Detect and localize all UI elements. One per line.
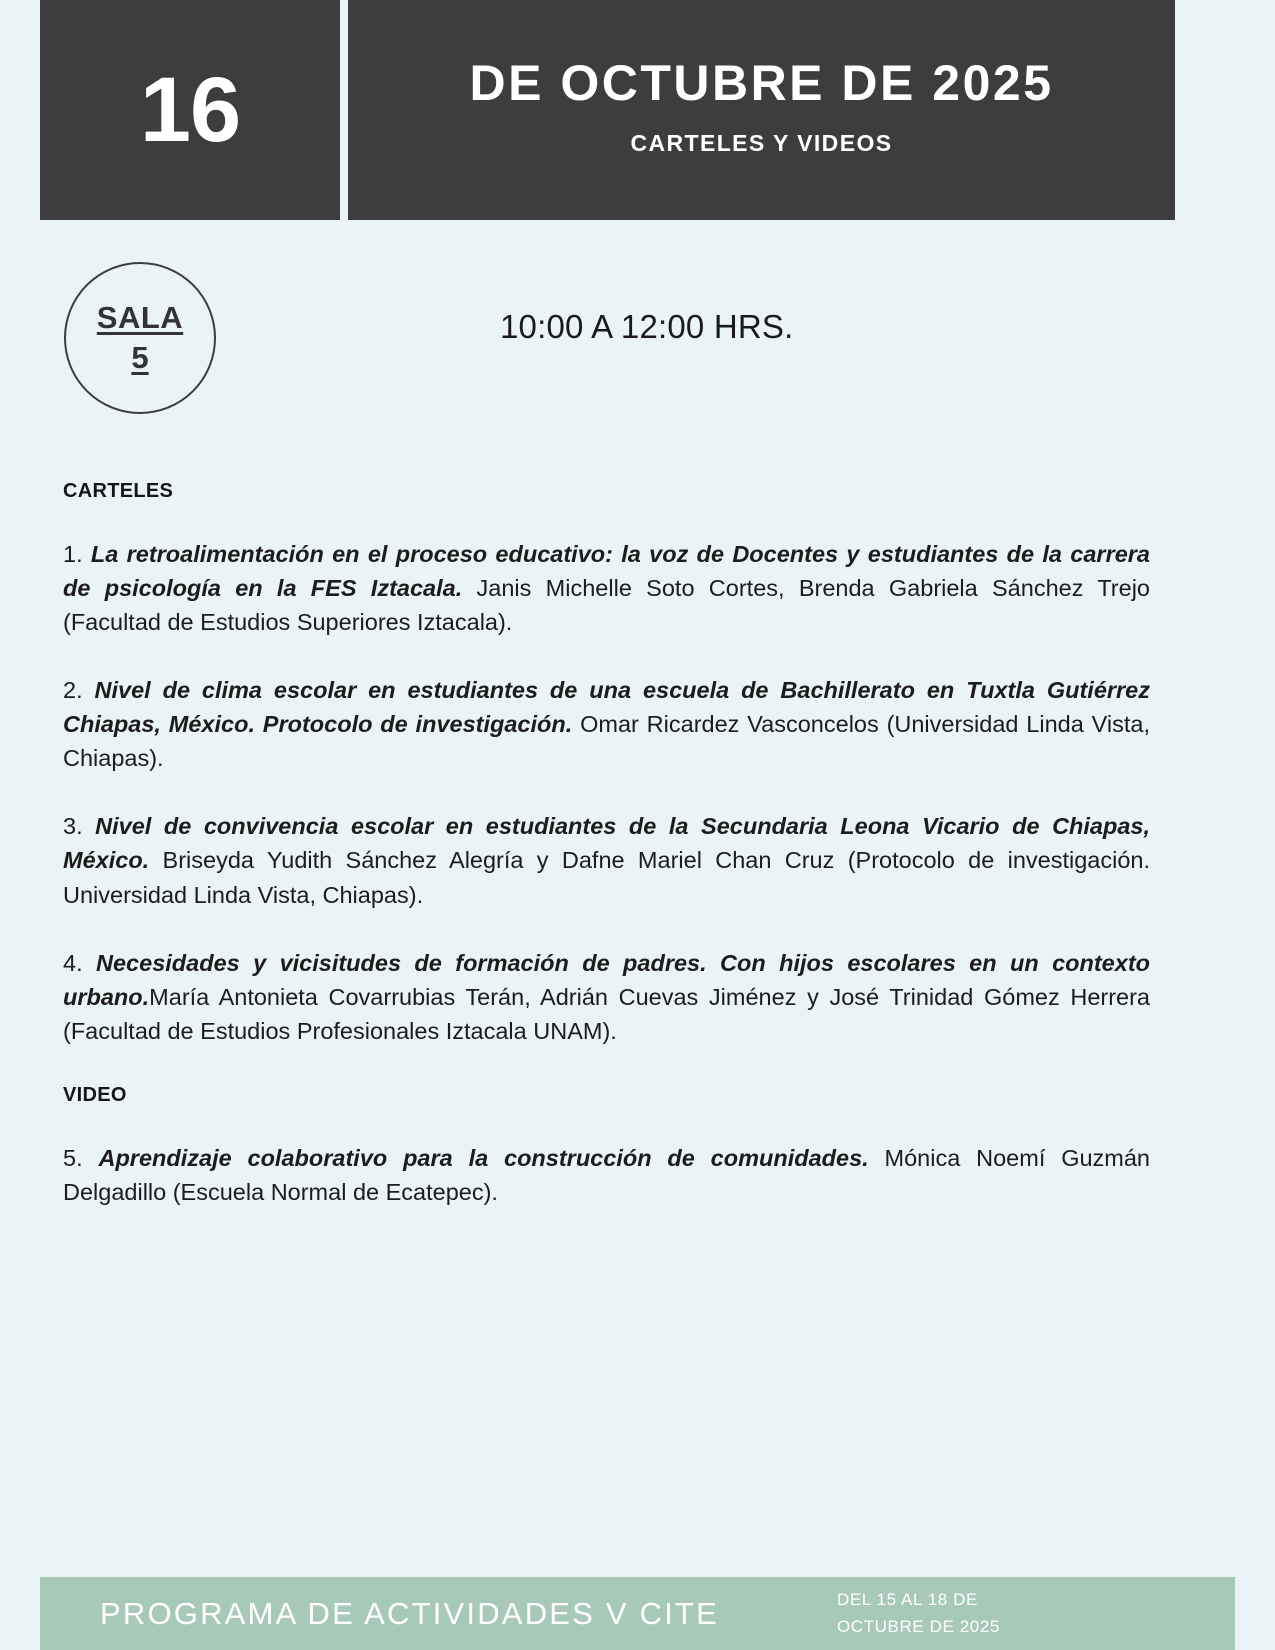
section-heading-video: VIDEO xyxy=(63,1083,127,1106)
entry-title: La retroalimentación en el proceso educativo: la voz de Docentes y estudiantes de la carrera de psicología en la FES Iztacala. xyxy=(63,541,1150,602)
list-item xyxy=(63,1141,1150,1209)
session-time: 10:00 A 12:00 HRS. xyxy=(500,308,794,345)
list-item xyxy=(63,946,1150,1048)
header-title: DE OCTUBRE DE 2025 xyxy=(469,55,1054,112)
list-item xyxy=(63,673,1150,775)
footer-program-title: PROGRAMA DE ACTIVIDADES V CITE xyxy=(100,1595,719,1631)
list-item xyxy=(63,809,1150,911)
entry-authors: Omar Ricardez Vasconcelos (Universidad Linda Vista, Chiapas). xyxy=(63,711,1150,772)
header-divider xyxy=(340,0,348,220)
footer-bar xyxy=(40,1577,1235,1650)
entry-number: 4. xyxy=(63,949,83,976)
entry-number: 1. xyxy=(63,541,83,567)
entry-title: Aprendizaje colaborativo para la construcción de comunidades. xyxy=(98,1144,869,1171)
entry-authors: Janis Michelle Soto Cortes, Brenda Gabriela Sánchez Trejo (Facultad de Estudios Superiores Iztacala). xyxy=(63,575,1150,636)
footer-dates xyxy=(837,1587,1000,1640)
session-meta-row xyxy=(40,262,1175,412)
footer-dates-line-2: OCTUBRE DE 2025 xyxy=(836,1616,1000,1636)
footer-dates-line-1: DEL 15 AL 18 DE xyxy=(836,1590,978,1610)
sala-label: SALA xyxy=(96,299,184,335)
header-main-block xyxy=(348,0,1175,220)
entry-number: 2. xyxy=(63,677,83,704)
header-day-block xyxy=(40,0,340,220)
header-day-number: 16 xyxy=(139,59,241,161)
header-subtitle: CARTELES Y VIDEOS xyxy=(630,129,893,156)
program-content xyxy=(63,480,1150,1209)
entry-title: Necesidades y vicisitudes de formación de padres. Con hijos escolares en un contexto urbano. xyxy=(63,949,1151,1010)
list-item xyxy=(63,537,1150,639)
entry-title: Nivel de convivencia escolar en estudiantes de la Secundaria Leona Vicario de Chiapas, México. xyxy=(63,813,1151,874)
entry-title: Nivel de clima escolar en estudiantes de una escuela de Bachillerato en Tuxtla Gutiérrez Chiapas, México. Protocolo de investigación. xyxy=(63,677,1150,738)
entry-number: 5. xyxy=(63,1144,83,1171)
entry-authors: Briseyda Yudith Sánchez Alegría y Dafne Mariel Chan Cruz (Protocolo de investigación. Universidad Linda Vista, Chiapas). xyxy=(63,847,1150,908)
entry-number: 3. xyxy=(63,813,83,840)
entry-authors: Mónica Noemí Guzmán Delgadillo (Escuela Normal de Ecatepec). xyxy=(63,1144,1151,1205)
section-heading-carteles: CARTELES xyxy=(63,480,174,502)
entry-authors: María Antonieta Covarrubias Terán, Adrián Cuevas Jiménez y José Trinidad Gómez Herrera (Facultad de Estudios Profesionales Iztacala UNAM). xyxy=(63,983,1150,1044)
date-header-banner xyxy=(40,0,1175,220)
sala-badge xyxy=(64,262,216,414)
sala-number: 5 xyxy=(131,339,149,375)
